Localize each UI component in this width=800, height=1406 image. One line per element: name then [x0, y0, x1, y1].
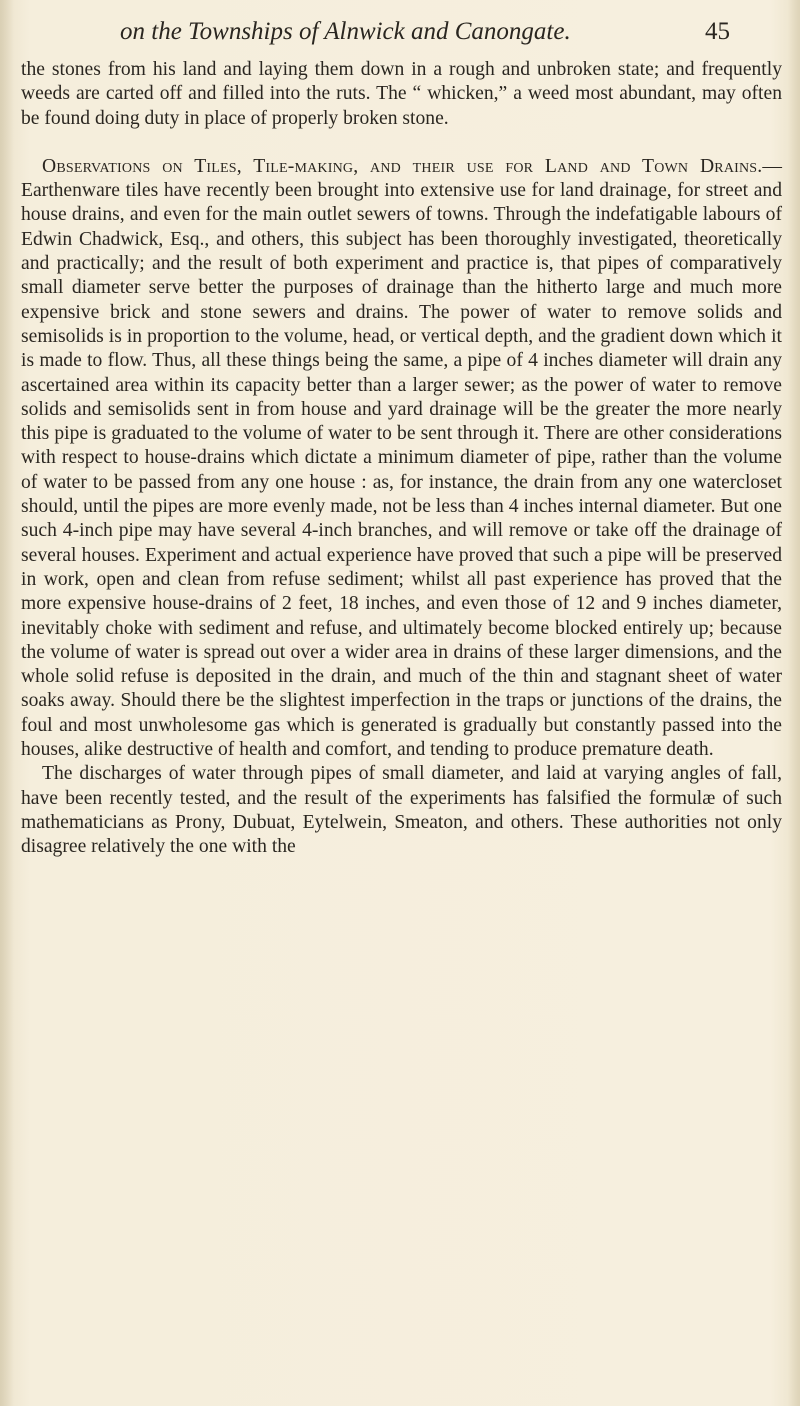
page-left-shadow — [0, 0, 14, 1406]
section-body: —Earthenware tiles have recently been brought into extensive use for land drainage, for street and house drains, and even for the main outlet sewers of towns. Through the indefatigable labours of Edwin Chadwick, Esq., and others, this subject has been thoroughly investigated, theoretically and practically; and the result of both experiment and practice is, that pipes of comparatively small diameter serve better the purposes of drainage than the hitherto large and much more expensive brick and stone sewers and drains. The power of water to remove solids and semisolids is in proportion to the volume, head, or vertical depth, and the gradient down which it is made to flow. Thus, all these things being the same, a pipe of 4 inches diameter will drain any ascertained area within its capacity better than a larger sewer; as the power of water to remove solids and semisolids sent in from house and yard drainage will be the greater the more nearly this pipe is graduated to the volume of water to be sent through it. There are other considerations with respect to house-drains which dictate a minimum diameter of pipe, rather than the volume of water to be passed from any one house : as, for instance, the drain from any one watercloset should, until the pipes are more evenly made, not be less than 4 inches internal diameter. But one such 4-inch pipe may have several 4-inch branches, and will remove or take off the drainage of several houses. Experiment and actual experience have proved that such a pipe will be preserved in work, open and clean from refuse sediment; whilst all past experience has proved that the more expensive house-drains of 2 feet, 18 inches, and even those of 12 and 9 inches diameter, inevitably choke with sediment and refuse, and ultimately become blocked entirely up; because the volume of water is spread out over a wider area in drains of these larger dimensions, and the whole solid refuse is deposited in the drain, and much of the thin and stagnant sheet of water soaks away. Should there be the slightest imperfection in the traps or junctions of the drains, the foul and most unwholesome gas which is generated is gradually but constantly passed into the houses, alike destructive of health and comfort, and tending to produce premature death. — [21, 155, 782, 761]
running-header — [120, 12, 730, 52]
section-heading: Observations on Tiles, Tile-making, and their use for Land and Town Drains. — [42, 155, 763, 177]
page-right-shadow — [788, 0, 800, 1406]
section-paragraph — [21, 155, 782, 762]
running-title: on the Townships of Alnwick and Canongate. — [120, 18, 571, 45]
paragraph-discharges: The discharges of water through pipes of small diameter, and laid at varying angles of fall, have been recently tested, and the result of the experiments has falsified the formulæ of such mathematicians as Prony, Dubuat, Eytelwein, Smeaton, and others. These authorities not only disagree relatively the one with the — [21, 763, 782, 858]
body-text — [21, 58, 782, 860]
paragraph-continued: the stones from his land and laying them down in a rough and unbroken state; and frequently weeds are carted off and filled into the ruts. The “ whicken,” a weed most abundant, may often be found doing duty in place of properly broken stone. — [21, 59, 782, 129]
page-number: 45 — [705, 18, 730, 45]
